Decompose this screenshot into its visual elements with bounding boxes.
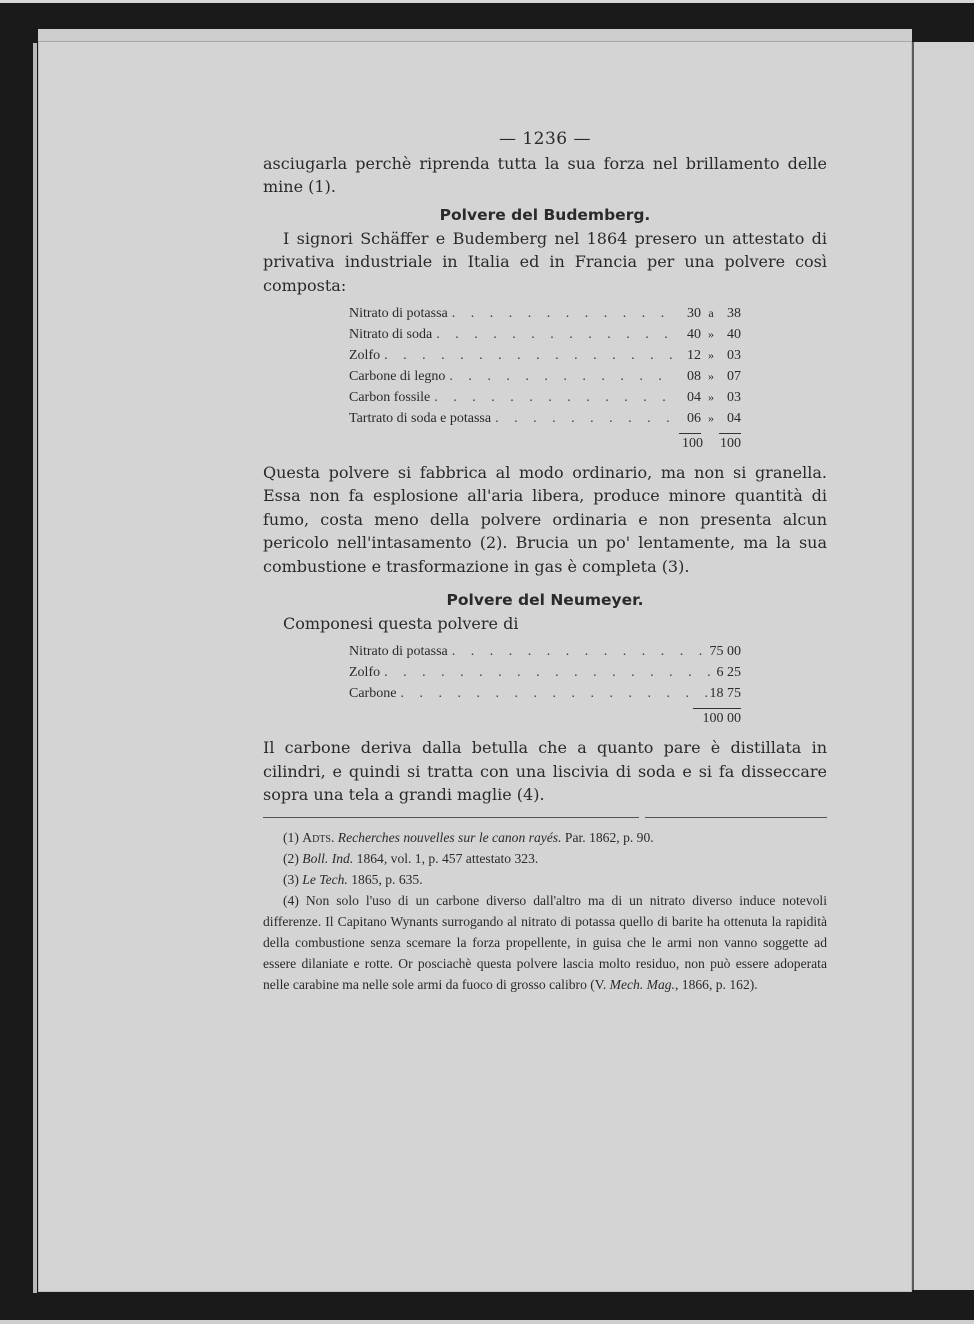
leader-dots	[445, 366, 677, 387]
paragraph-carbone: Il carbone deriva dalla betulla che a quanto pare è distillata in cilindri, e quindi si tratta con una liscivia di soda e si fa disseccare sopra una tela a grandi maglie (4).	[263, 738, 827, 805]
table-row	[349, 662, 741, 683]
range-separator: »	[708, 411, 714, 426]
footnote-number: (2)	[283, 850, 299, 866]
footnote-number: (1)	[283, 829, 299, 845]
footnote-author: Adts.	[302, 829, 335, 845]
table-total-row	[349, 704, 741, 730]
leader-dots	[430, 387, 677, 408]
table-row	[349, 408, 741, 429]
value-min: 12	[687, 348, 701, 364]
footnote-title: Le Tech.	[302, 871, 348, 887]
value-min: 40	[687, 327, 701, 343]
value-min: 06	[687, 411, 701, 427]
paragraph-budemberg-intro: I signori Schäffer e Budemberg nel 1864 presero un attestato di privativa industriale in Italia ed in Francia per una polvere così composta:	[263, 228, 827, 295]
page-content	[263, 126, 827, 995]
page-edge	[33, 43, 37, 1293]
leader-dots	[380, 345, 677, 366]
table-row	[349, 641, 741, 662]
footnote-citation: Par. 1862, p. 90.	[564, 829, 654, 845]
footnote-citation: 1865, p. 635.	[351, 871, 423, 887]
table-row	[349, 345, 741, 366]
table-row	[349, 303, 741, 324]
leader-dots	[491, 408, 677, 429]
neumeyer-composition-table	[349, 641, 741, 730]
paragraph-budemberg-description: Questa polvere si fabbrica al modo ordinario, ma non si granella. Essa non fa esplosione all'aria libera, produce minore quantità di fumo, costa meno della polvere ordinaria e non presenta alcun pericolo nell'intasamento (2). Brucia un po' lentamente, ma la sua combustione e trasformazione in gas è completa (3).	[263, 463, 827, 576]
footnote-citation: 1864, vol. 1, p. 457 attestato 323.	[356, 850, 539, 866]
footnote-citation: , 1866, p. 162).	[674, 976, 758, 992]
budemberg-composition-table	[349, 303, 741, 455]
table-total: 100 00	[702, 711, 741, 727]
value-max: 40	[727, 327, 741, 343]
heading-neumeyer: Polvere del Neumeyer.	[446, 591, 644, 610]
value-max: 07	[727, 369, 741, 385]
paragraph-neumeyer-intro: Componesi questa polvere di	[283, 614, 519, 634]
footnote-2	[263, 848, 827, 869]
range-separator: »	[708, 390, 714, 405]
range-separator: »	[708, 327, 714, 342]
value-max: 03	[727, 390, 741, 406]
ingredient-name: Nitrato di potassa	[349, 306, 448, 322]
footnote-1	[263, 827, 827, 848]
leader-dots	[432, 324, 677, 345]
total-min: 100	[682, 436, 703, 452]
leader-dots	[448, 303, 677, 324]
ingredient-value: 18 75	[709, 686, 741, 702]
sum-rule	[693, 708, 741, 709]
footnote-number: (3)	[283, 871, 299, 887]
total-max: 100	[720, 436, 741, 452]
leader-dots	[380, 662, 716, 683]
footnote-journal: Mech. Mag.	[609, 976, 675, 992]
page-number: — 1236 —	[498, 129, 592, 149]
leader-dots	[448, 641, 710, 662]
table-row	[349, 324, 741, 345]
range-separator: »	[708, 348, 714, 363]
ingredient-value: 6 25	[716, 665, 741, 681]
ingredient-name: Nitrato di soda	[349, 327, 433, 343]
ingredient-name: Carbone	[349, 686, 397, 702]
footnote-number: (4)	[283, 892, 299, 908]
ingredient-name: Carbon fossile	[349, 390, 431, 406]
paragraph-continuation: asciugarla perchè riprenda tutta la sua forza nel brillamento delle mine (1).	[263, 154, 827, 197]
footnote-separator	[263, 813, 827, 823]
value-max: 04	[727, 411, 741, 427]
ingredient-name: Nitrato di potassa	[349, 644, 448, 660]
ingredient-name: Zolfo	[349, 665, 381, 681]
footnote-3	[263, 869, 827, 890]
range-separator: »	[708, 369, 714, 384]
value-min: 04	[687, 390, 701, 406]
ingredient-name: Carbone di legno	[349, 369, 446, 385]
value-max: 03	[727, 348, 741, 364]
scan-border-top	[0, 0, 974, 3]
page-top-edge	[38, 29, 912, 42]
range-separator: a	[708, 306, 714, 321]
heading-budemberg: Polvere del Budemberg.	[439, 205, 651, 224]
footnote-4	[263, 890, 827, 995]
adjacent-page	[912, 42, 974, 1290]
sum-rule	[719, 433, 741, 434]
ingredient-name: Zolfo	[349, 348, 381, 364]
leader-dots	[396, 683, 709, 704]
footnote-title: Boll. Ind.	[302, 850, 354, 866]
table-row	[349, 366, 741, 387]
ingredient-name: Tartrato di soda e potassa	[349, 411, 492, 427]
table-row	[349, 683, 741, 704]
value-min: 30	[687, 306, 701, 322]
footnote-title: Recherches nouvelles sur le canon rayés.	[337, 829, 562, 845]
footnote-text: Non solo l'uso di un carbone diverso dall'altro ma di un nitrato diverso induce notevoli differenze. Il Capitano Wynants surrogando al nitrato di potassa quello di barite ha ottenuta la rapidità della combustione senza scemare la forza propellente, in guisa che le armi non vanno soggette ad essere dilaniate e rotte. Or posciachè questa polvere lascia molto residuo, non può essere adoperata nelle carabine ma nelle sole armi da fuoco di grosso calibro (V.	[263, 892, 827, 992]
sum-rule	[679, 433, 701, 434]
scan-border-bottom	[0, 1320, 974, 1324]
table-total-row	[349, 429, 741, 455]
table-row	[349, 387, 741, 408]
value-min: 08	[687, 369, 701, 385]
ingredient-value: 75 00	[709, 644, 741, 660]
value-max: 38	[727, 306, 741, 322]
